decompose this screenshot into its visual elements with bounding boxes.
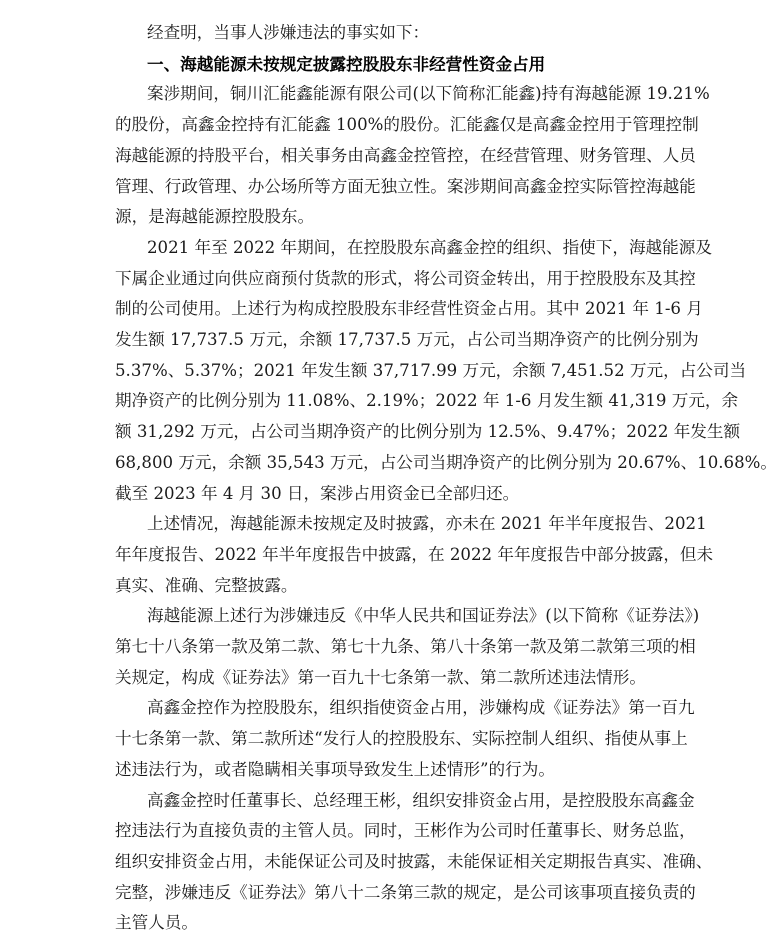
paragraph-line: 上述情况，海越能源未按规定及时披露，亦未在 2021 年半年度报告、2021 bbox=[147, 514, 707, 534]
paragraph-line: 下属企业通过向供应商预付货款的形式，将公司资金转出，用于控股股东及其控 bbox=[115, 268, 696, 288]
paragraph-line: 截至 2023 年 4 月 30 日，案涉占用资金已全部归还。 bbox=[115, 483, 520, 503]
paragraph-line: 高鑫金控时任董事长、总经理王彬，组织安排资金占用，是控股股东高鑫金 bbox=[147, 790, 695, 810]
paragraph-line: 控违法行为直接负责的主管人员。同时，王彬作为公司时任董事长、财务总监， bbox=[115, 821, 696, 841]
paragraph-line: 年年度报告、2022 年半年度报告中披露，在 2022 年年度报告中部分披露，但未 bbox=[115, 544, 714, 564]
section-heading: 一、海越能源未按规定披露控股股东非经营性资金占用 bbox=[147, 53, 546, 74]
paragraph-line: 真实、准确、完整披露。 bbox=[115, 575, 298, 595]
paragraph-line: 管理、行政管理、办公场所等方面无独立性。案涉期间高鑫金控实际管控海越能 bbox=[115, 176, 696, 196]
paragraph-line: 制的公司使用。上述行为构成控股股东非经营性资金占用。其中 2021 年 1-6 月 bbox=[115, 299, 703, 319]
paragraph-line: 源，是海越能源控股股东。 bbox=[115, 207, 315, 227]
paragraph-line: 第七十八条第一款及第二款、第七十九条、第八十条第一款及第二款第三项的相 bbox=[115, 637, 696, 656]
paragraph-line: 主管人员。 bbox=[115, 913, 198, 933]
paragraph-line: 高鑫金控作为控股股东，组织指使资金占用，涉嫌构成《证券法》第一百九 bbox=[147, 698, 695, 718]
paragraph-line: 5.37%、5.37%；2021 年发生额 37,717.99 万元，余额 7,451.52 万元，占公司当 bbox=[115, 360, 747, 380]
paragraph-line: 期净资产的比例分别为 11.08%、2.19%；2022 年 1-6 月发生额 41,319 万元，余 bbox=[115, 391, 739, 411]
paragraph-line: 海越能源上述行为涉嫌违反《中华人民共和国证券法》(以下简称《证券法》) bbox=[147, 606, 700, 626]
paragraph-line: 发生额 17,737.5 万元，余额 17,737.5 万元，占公司当期净资产的比例分别为 bbox=[115, 330, 699, 349]
paragraph-line: 十七条第一款、第二款所述“发行人的控股股东、实际控制人组织、指使从事上 bbox=[115, 729, 688, 749]
intro-line: 经查明，当事人涉嫌违法的事实如下： bbox=[147, 23, 430, 42]
paragraph-line: 额 31,292 万元，占公司当期净资产的比例分别为 12.5%、9.47%；2022 年发生额 bbox=[115, 422, 741, 442]
paragraph-line: 述违法行为，或者隐瞒相关事项导致发生上述情形”的行为。 bbox=[115, 759, 555, 779]
paragraph-line: 关规定，构成《证券法》第一百九十七条第一款、第二款所述违法情形。 bbox=[115, 667, 646, 687]
paragraph-line: 组织安排资金占用，未能保证公司及时披露，未能保证相关定期报告真实、准确、 bbox=[115, 851, 713, 871]
paragraph-line: 的股份，高鑫金控持有汇能鑫 100%的股份。汇能鑫仅是高鑫金控用于管理控制 bbox=[115, 115, 699, 135]
paragraph-line: 案涉期间，铜川汇能鑫能源有限公司(以下简称汇能鑫)持有海越能源 19.21% bbox=[147, 84, 710, 104]
paragraph-line: 海越能源的持股平台，相关事务由高鑫金控管控，在经营管理、财务管理、人员 bbox=[115, 145, 696, 165]
paragraph-line: 68,800 万元，余额 35,543 万元，占公司当期净资产的比例分别为 20.67%、10.68%。 bbox=[115, 452, 778, 472]
paragraph-line: 完整，涉嫌违反《证券法》第八十二条第三款的规定，是公司该事项直接负责的 bbox=[115, 882, 696, 902]
paragraph-line: 2021 年至 2022 年期间，在控股股东高鑫金控的组织、指使下，海越能源及 bbox=[147, 237, 712, 257]
